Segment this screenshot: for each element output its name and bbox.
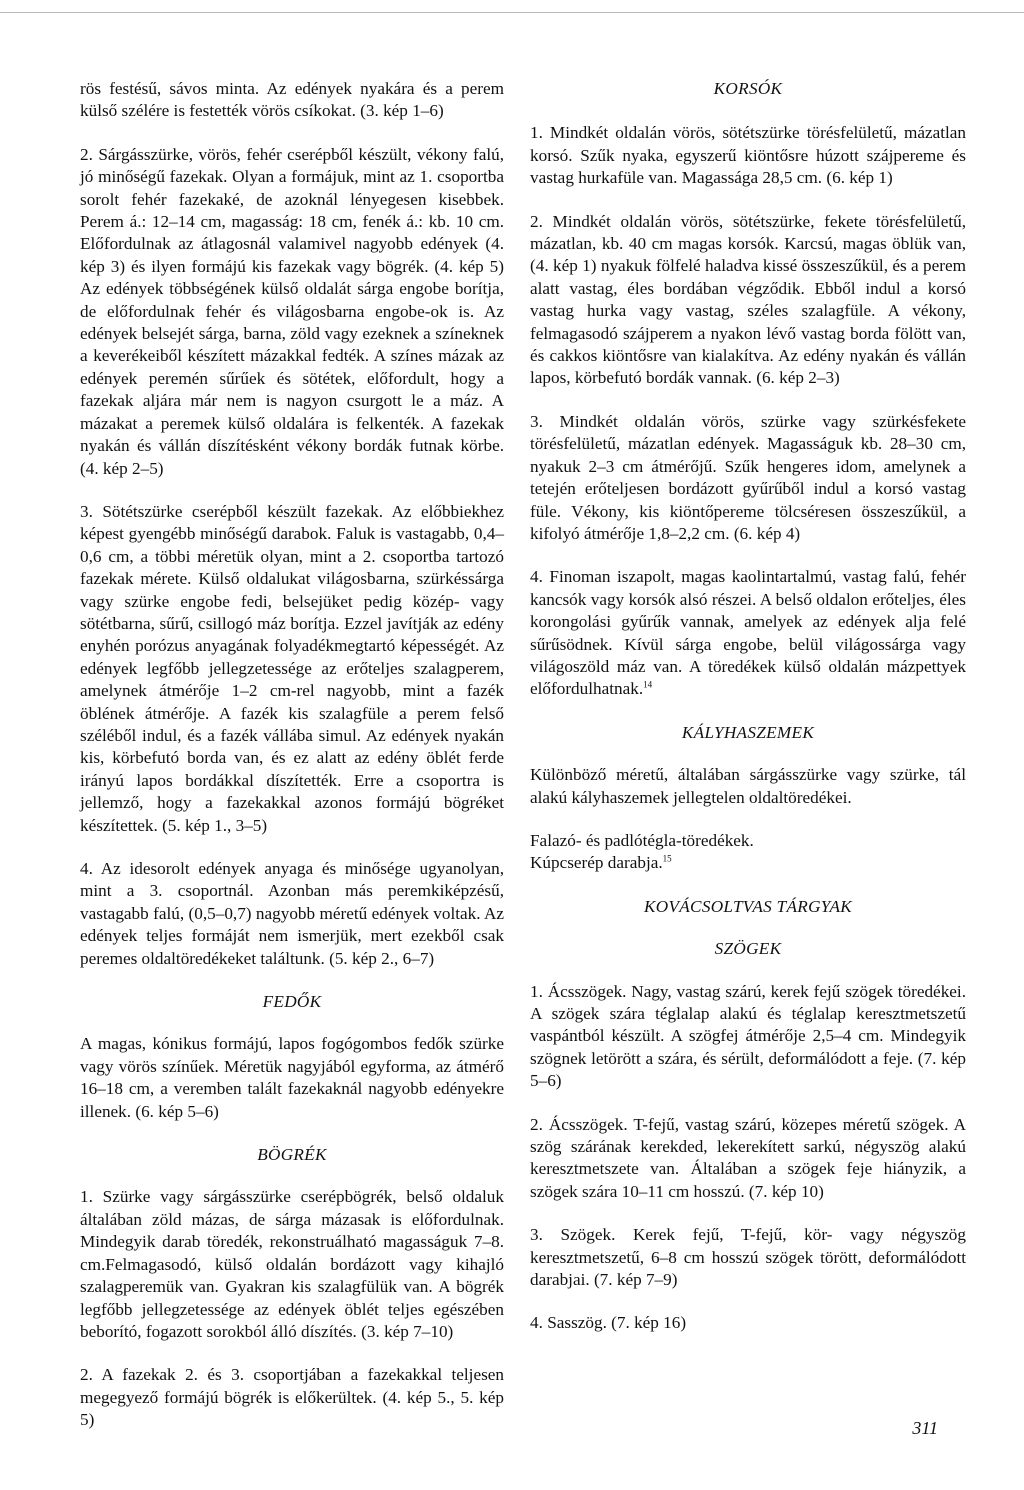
- section-heading-korsok: KORSÓK: [713, 79, 783, 98]
- paragraph: Falazó- és padlótégla-töredékek.: [530, 830, 754, 850]
- top-rule: [0, 12, 1024, 13]
- paragraph: Különböző méretű, általában sárgásszürke vagy szürke, tál alakú kályhaszemek jellegtelen oldaltöredékei.: [530, 765, 966, 807]
- paragraph: A magas, kónikus formájú, lapos fogógombos fedők szürke vagy vörös színűek. Méretük nagyjából egyforma, az átmérő 16–18 cm, a veremben talált fazekaknál nagyobb edényekre illenek. (6. kép 5–6): [80, 1034, 504, 1121]
- paragraph: 3. Szögek. Kerek fejű, T-fejű, kör- vagy négyszög keresztmetszetű, 6–8 cm hosszú szögek törött, deformálódott darabjai. (7. kép 7–9): [530, 1225, 966, 1290]
- paragraph: 2. Ácsszögek. T-fejű, vastag szárú, közepes méretű szögek. A szög szárának kerekded, lekerekített sarkú, négyszög alakú keresztmetszete van. Általában a szögek feje hiányzik, a szögek szára 10–11 cm hosszú. (7. kép 10): [530, 1114, 966, 1201]
- paragraph: [530, 566, 966, 700]
- paragraph: 1. Szürke vagy sárgásszürke cserépbögrék, belső oldaluk általában zöld mázas, de sárga mázasak is előfordulnak. Mindegyik darab töredék, rekonstruálható magasságuk 7–8. cm.Felmagasodó, külső oldalán bordázott vagy kihajló szalagperemük van. Gyakran kis szalagfülük van. A bögrék legfőbb jellegzetessége az edények öblét teljes egészében beborító, fogazott sorokból álló díszítés. (3. kép 7–10): [80, 1187, 504, 1341]
- section-heading-bogrek: BÖGRÉK: [257, 1145, 327, 1165]
- left-column: [80, 78, 504, 1453]
- right-column: [530, 78, 966, 1356]
- paragraph: 1. Ácsszögek. Nagy, vastag szárú, kerek fejű szögek töredékei. A szögek szára téglalap alakú és téglalap keresztmetszetű vaspántból készült. A szögfej átmérője 2,5–4 cm. Mindegyik szögnek letörött a szára, és sérült, deformálódott a feje. (7. kép 5–6): [530, 981, 966, 1091]
- section-heading-szogek: SZÖGEK: [714, 939, 782, 959]
- paragraph-text: 4. Finoman iszapolt, magas kaolintartalmú, vastag falú, fehér kancsók vagy korsók alsó részei. A belső oldalon erőteljes, éles korongolási gyűrűk vannak, amelyek az edények alja felé sűrűsödnek. Kívül sárga engobe, belül világossárga vagy világoszöld máz van. A töredékek külső oldalán mázpettyek előfordulhatnak.: [530, 567, 966, 699]
- paragraph: [530, 852, 966, 874]
- paragraph: 2. A fazekak 2. és 3. csoportjában a fazekakkal teljesen megegyező formájú bögrék is előkerültek. (4. kép 5., 5. kép 5): [80, 1365, 504, 1430]
- paragraph: rös festésű, sávos minta. Az edények nyakára és a perem külső szélére is festették vörös csíkokat. (3. kép 1–6): [80, 79, 504, 121]
- paragraph: 2. Mindkét oldalán vörös, sötétszürke, fekete törésfelületű, mázatlan, kb. 40 cm magas korsók. Karcsú, magas öblük van, (4. kép 1) nyakuk fölfelé haladva kissé összeszűkül, és a perem alatt vastag, éles bordában végződik. Ebből indul a korsó vastag hurka vagy vastag, széles szalagfüle. A vékony, felmagasodó szájperem a nyakon lévő vastag borda fölött van, és cakkos kiöntősre van kialakítva. Az edény nyakán és vállán lapos, körbefutó bordák vannak. (6. kép 2–3): [530, 211, 966, 388]
- section-heading-kalyhaszemek: KÁLYHASZEMEK: [681, 722, 815, 742]
- section-heading-fedok: FEDŐK: [262, 992, 322, 1012]
- paragraph: 3. Sötétszürke cserépből készült fazekak. Az előbbiekhez képest gyengébb minőségű darabok. Faluk is vastagabb, 0,4–0,6 cm, a többi méretük olyan, mint a 2. csoportba tartozó fazekak mérete. Külső oldalukat világosbarna, szürkéssárga vagy szürke engobe fedi, belsejüket pedig közép- vagy sötétbarna, sűrű, csillogó máz borítja. Ezzel javítják az edény enyhén porózus anyagának folyadékmegtartó képességét. Az edények legfőbb jellegzetessége az erőteljes szalagperem, amelynek átmérője 1–2 cm-rel nagyobb, mint a fazék öblének átmérője. A fazék kis szalagfüle a perem felső széléből indul, és a fazék vállába simul. Az edények nyakán kis, körbefutó borda van, és ez alatt az edény öblét ferde irányú lapos bordákkal díszítették. Erre a csoportra is jellemző, hogy a fazekakkal azonos formájú bögréket készítettek. (5. kép 1., 3–5): [80, 501, 504, 835]
- paragraph: 3. Mindkét oldalán vörös, szürke vagy szürkésfekete törésfelületű, mázatlan edények. Magasságuk kb. 28–30 cm, nyakuk 2–3 cm átmérőjű. Szűk hengeres idom, amelynek a tetején erőteljesen bordázott gyűrűből indul a korsó vastag füle. Vékony, kis kiöntőpereme tölcséresen összeszűkül, a kifolyó átmérője 1,8–2,2 cm. (6. kép 4): [530, 411, 966, 543]
- paragraph: 4. Az idesorolt edények anyaga és minősége ugyanolyan, mint a 3. csoportnál. Azonban más peremkiképzésű, vastagabb falú, (0,5–0,7) nagyobb méretű edények voltak. Az edények teljes formáját nem ismerjük, mert ezekből csak peremes oldaltöredékeket találtunk. (5. kép 2., 6–7): [80, 859, 504, 968]
- page-number: 311: [912, 1418, 938, 1438]
- paragraph-text: Kúpcserép darabja.: [530, 853, 663, 873]
- footnote-marker: 14: [643, 679, 653, 690]
- paragraph: 4. Sasszög. (7. kép 16): [530, 1313, 687, 1333]
- paragraph: 1. Mindkét oldalán vörös, sötétszürke törésfelületű, mázatlan korsó. Szűk nyaka, egyszerű kiöntősre húzott szájpereme és vastag hurkafüle van. Magassága 28,5 cm. (6. kép 1): [530, 123, 966, 188]
- paragraph: 2. Sárgásszürke, vörös, fehér cserépből készült, vékony falú, jó minőségű fazekak. Olyan a formájuk, mint az 1. csoportba sorolt fehér fazekaké, de azoknál lényegesen kisebbek. Perem á.: 12–14 cm, magasság: 18 cm, fenék á.: kb. 10 cm. Előfordulnak az átlagosnál valamivel nagyobb edények (4. kép 3) és ilyen formájú kis fazekak vagy bögrék. (4. kép 5) Az edények többségének külső oldalát sárga engobe borítja, de előfordulnak fehér és világosbarna engobe-ok is. Az edények belsejét sárga, barna, zöld vagy ezeknek a színeknek a keverékeiből készített mázakkal fedték. A színes mázak az edények peremén sűrűek és sötétek, előfordult, hogy a fazekak aljára már nem is nagyon csurgott le a máz. A mázakat a peremek külső oldalára is felkenték. A fazekak nyakán és vállán díszítésként vékony bordák futnak körbe. (4. kép 2–5): [80, 144, 504, 478]
- footnote-marker: 15: [662, 853, 672, 864]
- section-heading-kovacsoltvas: KOVÁCSOLTVAS TÁRGYAK: [643, 896, 853, 916]
